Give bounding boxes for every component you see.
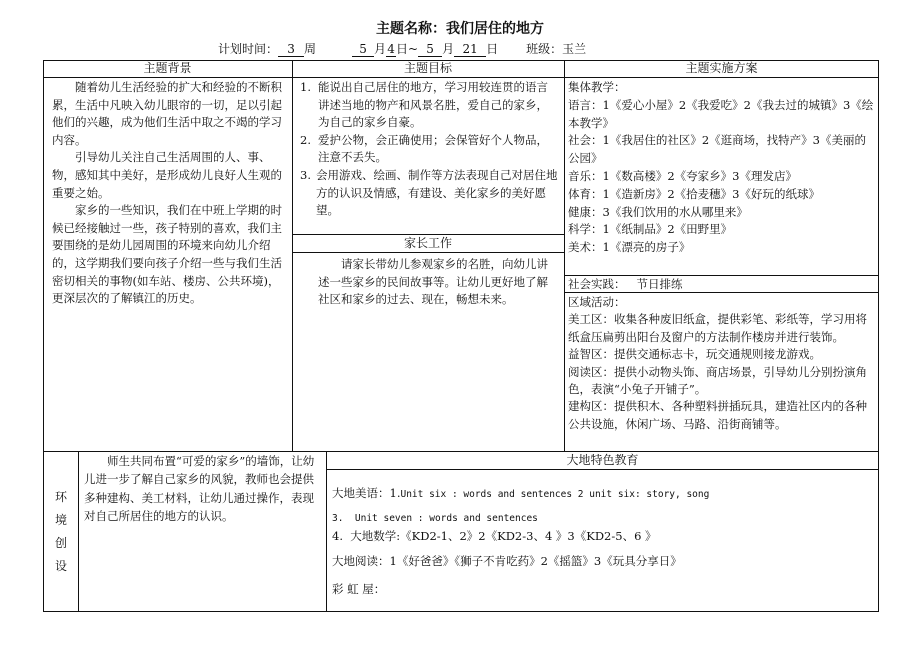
- plan-week: 3: [278, 43, 304, 57]
- plan-month-unit-1: 月: [374, 42, 387, 56]
- collective-line: 健康：3《我们饮用的水从哪里来》: [568, 204, 748, 219]
- parents-text: 请家长带幼儿参观家乡的名胜，向幼儿讲述一些家乡的民间故事等。让幼儿更好地了解社区和家乡的过去、现在，畅想未来。: [318, 257, 548, 307]
- plan-end-day: 21: [454, 43, 486, 57]
- header-parents: 家长工作: [403, 236, 452, 250]
- background-para-1: 随着幼儿生活经验的扩大和经验的不断积累，生活中凡映入幼儿眼帘的一切，足以引起他们的兴趣，成为他们生活中取之不竭的学习内容。: [52, 80, 282, 147]
- goal-item: 1. 能说出自己居住的地方，学习用较连贯的语言讲述当地的物产和风景名胜，爱自己的家乡，为自己的家乡自豪。: [300, 80, 548, 130]
- dadi-reading: 大地阅读：1《好爸爸》《狮子不肯吃药》2《摇篮》3《玩具分享日》: [332, 554, 682, 568]
- dadi-header-line: [326, 469, 879, 470]
- area-line: 建构区：提供积木、各种塑料拼插玩具，建造社区内的各种公共设施，休闲广场、马路、沿街商铺等。: [568, 399, 867, 431]
- dadi-rainbow: 彩 虹 屋：: [332, 582, 386, 596]
- goal-item: 2. 爱护公物，会正确使用；会保管好个人物品，注意不丢失。: [300, 132, 548, 165]
- col-divider-1: [292, 60, 293, 451]
- collective-line: 美术：1《漂亮的房子》: [568, 240, 691, 255]
- goals-list: [296, 79, 558, 220]
- social-practice: 社会实践： 节日排练: [568, 277, 683, 291]
- env-label-divider: [78, 451, 79, 612]
- plan-start-day: 4: [387, 42, 395, 56]
- header-background: 主题背景: [143, 61, 192, 75]
- collective-teaching: [568, 79, 874, 257]
- plan-end-month: 5: [418, 43, 442, 57]
- env-dadi-divider: [326, 451, 327, 612]
- collective-line: 科学：1《纸制品》2《田野里》: [568, 222, 733, 237]
- goal-item: 3. 会用游戏、绘画、制作等方法表现自己对居住地方的认识及情感，有建设、美化家乡的美好愿望。: [300, 167, 558, 218]
- dadi-english-1: 大地美语：1.Unit six : words and sentences 2 unit six: story, song: [332, 486, 710, 500]
- collective-line: 社会：1《我居住的社区》2《逛商场，找特产》3《美丽的公园》: [568, 133, 866, 166]
- background-para-3: 家乡的一些知识，我们在中班上学期的时候已经接触过一些，孩子特别的喜欢，我们主要围绕的是幼儿园周围的环境来向幼儿介绍的，这学期我们要向孩子介绍一些与我们生活密切相关的事物(如车站、楼房、公共环境)，更深层次的了解镇江的历史。: [52, 203, 282, 306]
- background-text: [52, 79, 288, 308]
- background-para-2: 引导幼儿关注自己生活周围的人、事、物，感知其中美好，是形成幼儿良好人生观的重要之始。: [52, 150, 282, 200]
- header-dadi: 大地特色教育: [566, 453, 639, 467]
- area-line: 益智区：提供交通标志卡，玩交通规则接龙游戏。: [568, 347, 821, 362]
- plan-label: 计划时间：: [218, 42, 279, 56]
- plan-week-unit: 周: [304, 42, 317, 56]
- collective-heading: 集体教学：: [568, 80, 626, 94]
- collective-line: 语言：1《爱心小屋》2《我爱吃》2《我去过的城镇》3《绘本教学》: [568, 97, 874, 130]
- dadi-english-2: 3. Unit seven : words and sentences: [332, 513, 538, 524]
- header-plan: 主题实施方案: [685, 61, 758, 75]
- plan-line: [218, 40, 586, 57]
- plan-day-unit-2: 日: [486, 42, 499, 56]
- parents-header-line: [292, 252, 564, 253]
- env-label: 环 境 创 设: [54, 490, 67, 573]
- plan-start-month: 5: [352, 43, 374, 57]
- area-activities: [568, 294, 874, 433]
- dadi-math: 4. 大地数学:《KD2-1、2》2《KD2-3、4 》3《KD2-5、6 》: [332, 529, 657, 543]
- col-divider-2: [564, 60, 565, 451]
- header-row-line: [43, 77, 879, 78]
- collective-line: 音乐：1《数高楼》2《夸家乡》3《理发店》: [568, 168, 797, 183]
- page-title: 主题名称：我们居住的地方: [376, 21, 544, 37]
- areas-heading: 区域活动：: [568, 295, 626, 309]
- plan-class: 班级：玉兰: [526, 42, 587, 56]
- plan-month-unit-2: 月: [442, 42, 455, 56]
- plan-day-unit-1: 日~: [396, 42, 419, 56]
- header-goals: 主题目标: [403, 61, 452, 75]
- env-text: 师生共同布置“可爱的家乡”的墙饰，让幼儿进一步了解自己家乡的风貌，教师也会提供多种建构、美工材料，让幼儿通过操作，表现对自己所居住的地方的认识。: [84, 454, 315, 524]
- area-line: 美工区：收集各种废旧纸盒，提供彩笔、彩纸等，学习用将纸盒压扁剪出阳台及窗户的方法制作楼房并进行装饰。: [568, 312, 867, 344]
- area-line: 阅读区：提供小动物头饰、商店场景，引导幼儿分别扮演角色，表演“小兔子开铺子”。: [568, 364, 867, 397]
- collective-line: 体育：1《造新房》2《拾麦穗》3《好玩的纸球》: [568, 186, 820, 201]
